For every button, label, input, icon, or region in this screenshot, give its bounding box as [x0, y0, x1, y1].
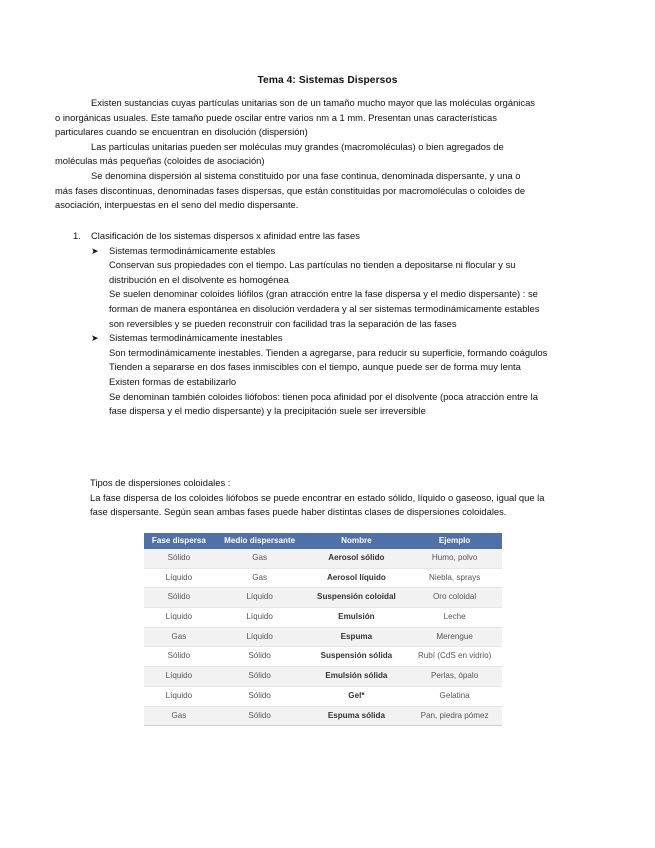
- table-cell: Gas: [214, 549, 306, 568]
- intro-paragraph-1: Existen sustancias cuyas partículas unitarias son de un tamaño mucho mayor que las moléculas orgánicas o inorgánicas usuales. Este tamaño puede oscilar entre varios nm a 1 mm. Presentan unas características particulares cuando se encuentran en disolución (dispersión): [55, 97, 535, 138]
- bullet-unstable: [55, 331, 555, 346]
- table-cell: Pan, piedra pómez: [407, 706, 502, 726]
- arrow-bullet-icon: ➤: [91, 333, 99, 344]
- table-cell: Espuma sólida: [306, 706, 408, 726]
- classification-section: [55, 229, 555, 419]
- table-cell: Gas: [144, 627, 214, 647]
- table-cell: Gas: [214, 568, 306, 588]
- bullet-unstable-title: Sistemas termodinámicamente inestables: [109, 332, 283, 344]
- table-cell: Sólido: [214, 706, 306, 726]
- table-row: [144, 686, 502, 706]
- table-row: [144, 608, 502, 628]
- table-cell: Suspensión coloidal: [306, 588, 408, 608]
- bullet-stable: [55, 244, 555, 259]
- table-cell: Sólido: [144, 549, 214, 568]
- types-section: [90, 476, 555, 520]
- table-cell: Humo, polvo: [407, 549, 502, 568]
- section-number: 1.: [73, 230, 81, 241]
- table-cell: Líquido: [214, 608, 306, 628]
- arrow-bullet-icon: ➤: [91, 245, 99, 256]
- column-header: Fase dispersa: [144, 533, 214, 549]
- section-heading: [55, 229, 555, 244]
- table-cell: Espuma: [306, 627, 408, 647]
- bullet-stable-title: Sistemas termodinámicamente estables: [109, 244, 276, 256]
- column-header: Ejemplo: [407, 533, 502, 549]
- unstable-paragraph-3: Existen formas de estabilizarlo: [109, 375, 237, 387]
- stable-paragraph-2: Se suelen denominar coloides liófilos (gran atracción entre la fase dispersa y el medio dispersante) : se forman de manera espontánea en disolución verdadera y al ser sistemas termodinámicamente estables son reversibles y se pueden reconstruir con facilidad tras la separación de las fases: [109, 288, 540, 329]
- table-cell: Aerosol líquido: [306, 568, 408, 588]
- table-row: [144, 667, 502, 687]
- table-cell: Leche: [407, 608, 502, 628]
- table-cell: Sólido: [144, 647, 214, 667]
- table-row: [144, 549, 502, 568]
- table-cell: Sólido: [214, 647, 306, 667]
- table-cell: Líquido: [144, 568, 214, 588]
- table-row: [144, 568, 502, 588]
- types-heading: Tipos de dispersiones coloidales :: [90, 477, 231, 488]
- table-cell: Líquido: [144, 608, 214, 628]
- intro-paragraph-2: Las partículas unitarias pueden ser moléculas muy grandes (macromoléculas) o bien agregados de moléculas más pequeñas (coloides de asociación): [55, 140, 504, 167]
- table-cell: Gas: [144, 706, 214, 726]
- table-cell: Merengue: [407, 627, 502, 647]
- table-row: [144, 706, 502, 726]
- section-heading-text: Clasificación de los sistemas dispersos x afinidad entre las fases: [91, 230, 360, 241]
- table-cell: Líquido: [214, 588, 306, 608]
- table-cell: Sólido: [144, 588, 214, 608]
- column-header: Medio dispersante: [214, 533, 306, 549]
- table-cell: Rubí (CdS en vidrio): [407, 647, 502, 667]
- table-row: [144, 647, 502, 667]
- table-cell: Gelatina: [407, 686, 502, 706]
- table-cell: Sólido: [214, 686, 306, 706]
- stable-paragraph-1: Conservan sus propiedades con el tiempo. Las partículas no tienden a depositarse ni flocular y su distribución en el disolvente es homogénea: [109, 259, 516, 285]
- unstable-paragraph-1: Son termodinámicamente inestables. Tienden a agregarse, para reducir su superficie, formando coágulos: [109, 346, 548, 358]
- table-cell: Aerosol sólido: [306, 549, 408, 568]
- dispersions-table-wrapper: [144, 533, 502, 726]
- table-cell: Gel*: [306, 686, 408, 706]
- table-row: [144, 588, 502, 608]
- table-cell: Líquido: [144, 686, 214, 706]
- table-cell: Emulsión sólida: [306, 667, 408, 687]
- table-cell: Oro coloidal: [407, 588, 502, 608]
- document-title: Tema 4: Sistemas Dispersos: [257, 75, 398, 86]
- types-text: La fase dispersa de los coloides liófobos se puede encontrar en estado sólido, líquido o gaseoso, igual que la fase dispersante. Según sean ambas fases puede haber distintas clases de dispersiones coloidales.: [90, 491, 545, 518]
- unstable-paragraph-4: Se denominan también coloides liófobos: tienen poca afinidad por el disolvente (poca atracción entre la fase dispersa y el medio dispersante) y la precipitación suele ser irreversible: [109, 390, 538, 417]
- table-cell: Líquido: [144, 667, 214, 687]
- table-cell: Emulsión: [306, 608, 408, 628]
- column-header: Nombre: [306, 533, 408, 549]
- dispersions-table: [144, 533, 502, 726]
- table-cell: Perlas, ópalo: [407, 667, 502, 687]
- table-header-row: [144, 533, 502, 549]
- table-cell: Suspensión sólida: [306, 647, 408, 667]
- table-cell: Líquido: [214, 627, 306, 647]
- intro-paragraph-3: Se denomina dispersión al sistema constituido por una fase continua, denominada dispersante, y una o más fases discontinuas, denominadas fases dispersas, que están constituidas por macromoléculas o coloides de asociación, interpuestas en el seno del medio dispersante.: [55, 169, 526, 211]
- intro-section: [55, 96, 535, 213]
- table-row: [144, 627, 502, 647]
- table-cell: Sólido: [214, 667, 306, 687]
- unstable-paragraph-2: Tienden a separarse en dos fases inmiscibles con el tiempo, aunque puede ser de forma muy lenta: [109, 361, 521, 373]
- table-cell: Niebla, sprays: [407, 568, 502, 588]
